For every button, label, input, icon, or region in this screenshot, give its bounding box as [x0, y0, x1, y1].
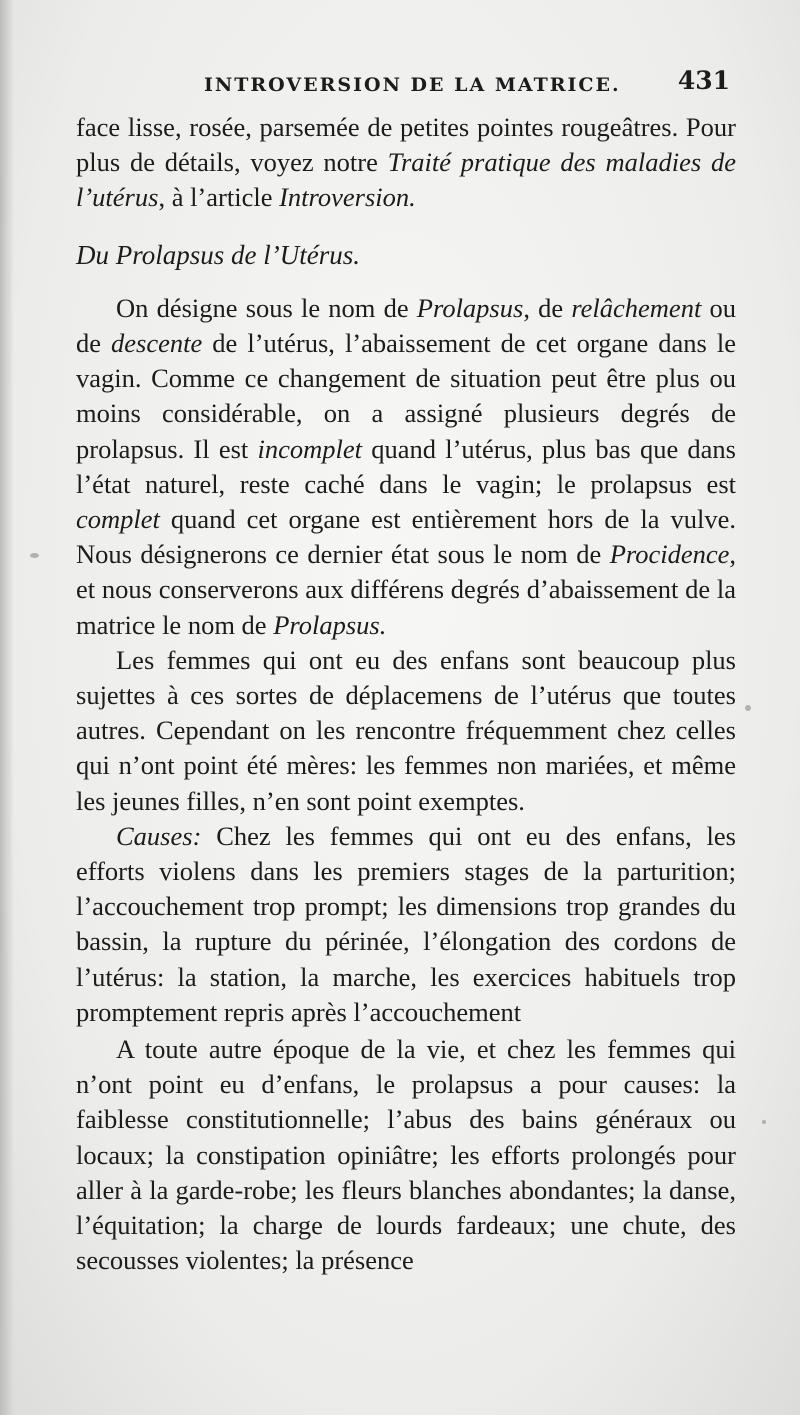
paragraph-3: Les femmes qui ont eu des enfans sont beaucoup plus sujettes à ces sortes de déplacemens de l’utérus que toutes autres. Cependant on les rencontre fréquemment chez celles qui n’ont point été mères: les femmes non mariées, et même les jeunes filles, n’en sont point exemptes.: [76, 644, 736, 816]
section-heading: Du Prolapsus de l’Utérus.: [76, 239, 360, 270]
page-body: [76, 110, 736, 1279]
paper-speck: [30, 553, 39, 558]
paper-speck: [745, 705, 751, 711]
paper-speck: [762, 1120, 766, 1124]
page-header: [70, 60, 730, 100]
page-number: 431: [677, 66, 730, 95]
paragraph-5: A toute autre époque de la vie, et chez les femmes qui n’ont point eu d’enfans, le prolapsus a pour causes: la faiblesse constitutionnelle; l’abus des bains généraux ou locaux; la constipation opiniâtre; les efforts prolongés pour aller à la garde-robe; les fleurs blanches abondantes; la danse, l’équitation; la charge de lourds fardeaux; une chute, des secousses violentes; la présence: [76, 1034, 736, 1276]
running-head: INTROVERSION DE LA MATRICE.: [204, 74, 621, 96]
paragraph-4: Causes: Chez les femmes qui ont eu des enfans, les efforts violens dans les premiers stages de la parturition; l’accouchement trop prompt; les dimensions trop grandes du bassin, la rupture du périnée, l’élongation des cordons de l’utérus: la station, la marche, les exercices habituels trop promptement repris après l’accouchement: [76, 820, 736, 1027]
paragraph-2: On désigne sous le nom de Prolapsus, de relâchement ou de descente de l’utérus, l’abaissement de cet organe dans le vagin. Comme ce changement de situation peut être plus ou moins considérable, on a assigné plusieurs degrés de prolapsus. Il est incomplet quand l’utérus, plus bas que dans l’état naturel, reste caché dans le vagin; le prolapsus est complet quand cet organe est entièrement hors de la vulve. Nous désignerons ce dernier état sous le nom de Procidence, et nous conserverons aux différens degrés d’abaissement de la matrice le nom de Prolapsus.: [76, 292, 736, 640]
paragraph-1: face lisse, rosée, parsemée de petites pointes rougeâtres. Pour plus de détails, voyez notre Traité pratique des maladies de l’utérus, à l’article Introversion.: [76, 112, 736, 213]
